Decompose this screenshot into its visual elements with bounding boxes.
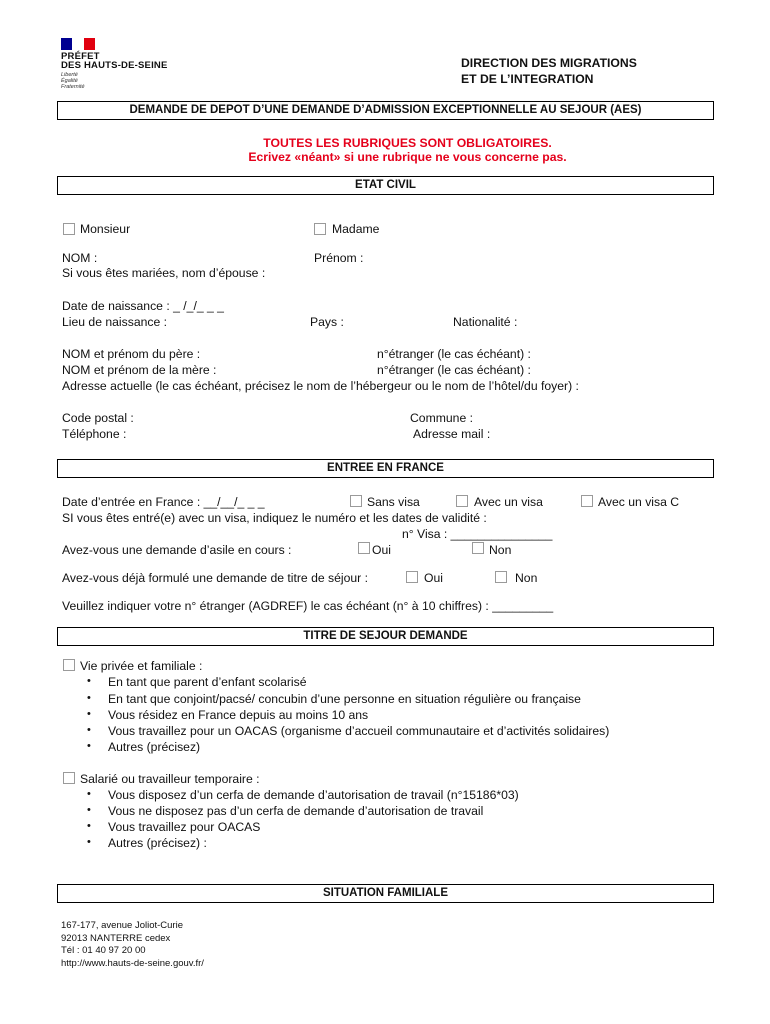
salarie-item: Vous ne disposez pas d’un cerfa de demande d’autorisation de travail (108, 804, 484, 818)
agdref-label: Veuillez indiquer votre n° étranger (AGDREF) le cas échéant (n° à 10 chiffres) : _________ (62, 599, 554, 613)
avec-visa-c-checkbox[interactable] (581, 495, 593, 507)
vie-privee-label: Vie privée et familiale : (80, 659, 203, 673)
logo-line-2: DES HAUTS-DE-SEINE (61, 60, 168, 71)
bullet-icon: • (87, 788, 91, 800)
asile-oui-label: Oui (372, 543, 391, 557)
avec-visa-c-label: Avec un visa C (598, 495, 680, 509)
bullet-icon: • (87, 740, 91, 752)
section-situation-familiale: SITUATION FAMILIALE (57, 884, 714, 903)
titre-non-checkbox[interactable] (495, 571, 507, 583)
motto-liberte: Liberté (61, 72, 78, 78)
salarie-checkbox[interactable] (63, 772, 75, 784)
notice-line-1: TOUTES LES RUBRIQUES SONT OBLIGATOIRES. (263, 136, 552, 150)
bullet-icon: • (87, 820, 91, 832)
asile-oui-checkbox[interactable] (358, 542, 370, 554)
vie-item: En tant que conjoint/pacsé/ concubin d’une personne en situation régulière ou française (108, 692, 581, 706)
vie-item: En tant que parent d’enfant scolarisé (108, 675, 307, 689)
marianne-flag-icon (61, 38, 95, 50)
madame-checkbox[interactable] (314, 223, 326, 235)
prefecture-logo (61, 52, 168, 70)
footer-street: 167-177, avenue Joliot-Curie (61, 920, 183, 931)
notice-line-2: Ecrivez «néant» si une rubrique ne vous concerne pas. (248, 150, 567, 164)
mail-label: Adresse mail : (413, 427, 491, 441)
section-etat-civil: ETAT CIVIL (57, 176, 714, 195)
asile-label: Avez-vous une demande d’asile en cours : (62, 543, 292, 557)
direction-heading (461, 55, 637, 87)
vie-item: Autres (précisez) (108, 740, 201, 754)
titre-oui-checkbox[interactable] (406, 571, 418, 583)
bullet-icon: • (87, 675, 91, 687)
salarie-item: Vous disposez d’un cerfa de demande d’autorisation de travail (n°15186*03) (108, 788, 519, 802)
vie-item: Vous travaillez pour un OACAS (organisme d’accueil communautaire et d’activités solidaires) (108, 724, 610, 738)
section-titre-sejour: TITRE DE SEJOUR DEMANDE (57, 627, 714, 646)
direction-line-2: ET DE L’INTEGRATION (461, 72, 594, 86)
salarie-item: Autres (précisez) : (108, 836, 207, 850)
mere-num-label: n°étranger (le cas échéant) : (377, 363, 531, 377)
lieu-naissance-label: Lieu de naissance : (62, 315, 168, 329)
mere-label: NOM et prénom de la mère : (62, 363, 217, 377)
nationalite-label: Nationalité : (453, 315, 518, 329)
pere-label: NOM et prénom du père : (62, 347, 201, 361)
monsieur-label: Monsieur (80, 222, 131, 236)
num-visa-label: n° Visa : _______________ (402, 527, 553, 541)
visa-info-label: SI vous êtes entré(e) avec un visa, indiquez le numéro et les dates de validité : (62, 511, 487, 525)
nom-epouse-label: Si vous êtes mariées, nom d’épouse : (62, 266, 266, 280)
madame-label: Madame (332, 222, 380, 236)
footer-city: 92013 NANTERRE cedex (61, 932, 171, 944)
telephone-label: Téléphone : (62, 427, 127, 441)
adresse-label: Adresse actuelle (le cas échéant, précisez le nom de l’hébergeur ou le nom de l’hôtel/du foyer) : (62, 379, 579, 393)
sans-visa-label: Sans visa (367, 495, 420, 509)
date-naissance-label: Date de naissance : _ /_/_ _ _ (62, 299, 224, 313)
vie-item: Vous résidez en France depuis au moins 10 ans (108, 708, 369, 722)
code-postal-label: Code postal : (62, 411, 134, 425)
commune-label: Commune : (410, 411, 473, 425)
bullet-icon: • (87, 804, 91, 816)
republic-motto (61, 72, 85, 90)
asile-non-label: Non (489, 543, 512, 557)
footer-website-link[interactable]: http://www.hauts-de-seine.gouv.fr/ (61, 957, 204, 969)
footer-address (61, 920, 204, 970)
nom-label: NOM : (62, 251, 98, 265)
vie-privee-checkbox[interactable] (63, 659, 75, 671)
pays-label: Pays : (310, 315, 344, 329)
form-title: DEMANDE DE DEPOT D’UNE DEMANDE D’ADMISSION EXCEPTIONNELLE AU SEJOUR (AES) (57, 101, 714, 120)
pere-num-label: n°étranger (le cas échéant) : (377, 347, 531, 361)
section-entree-france: ENTREE EN FRANCE (57, 459, 714, 478)
avec-visa-label: Avec un visa (474, 495, 543, 509)
bullet-icon: • (87, 708, 91, 720)
salarie-label: Salarié ou travailleur temporaire : (80, 772, 260, 786)
salarie-item: Vous travaillez pour OACAS (108, 820, 261, 834)
asile-non-checkbox[interactable] (472, 542, 484, 554)
logo-line-1: PRÉFET (61, 51, 100, 62)
bullet-icon: • (87, 836, 91, 848)
titre-sejour-question: Avez-vous déjà formulé une demande de titre de séjour : (62, 571, 368, 585)
titre-non-label: Non (515, 571, 538, 585)
avec-visa-checkbox[interactable] (456, 495, 468, 507)
bullet-icon: • (87, 692, 91, 704)
monsieur-checkbox[interactable] (63, 223, 75, 235)
direction-line-1: DIRECTION DES MIGRATIONS (461, 56, 637, 70)
footer-phone: Tél : 01 40 97 20 00 (61, 945, 146, 956)
date-entree-label: Date d’entrée en France : __/__/_ _ _ (62, 495, 265, 509)
sans-visa-checkbox[interactable] (350, 495, 362, 507)
motto-egalite: Égalité (61, 78, 78, 84)
titre-oui-label: Oui (424, 571, 443, 585)
prenom-label: Prénom : (314, 251, 364, 265)
bullet-icon: • (87, 724, 91, 736)
motto-fraternite: Fraternité (61, 84, 85, 90)
